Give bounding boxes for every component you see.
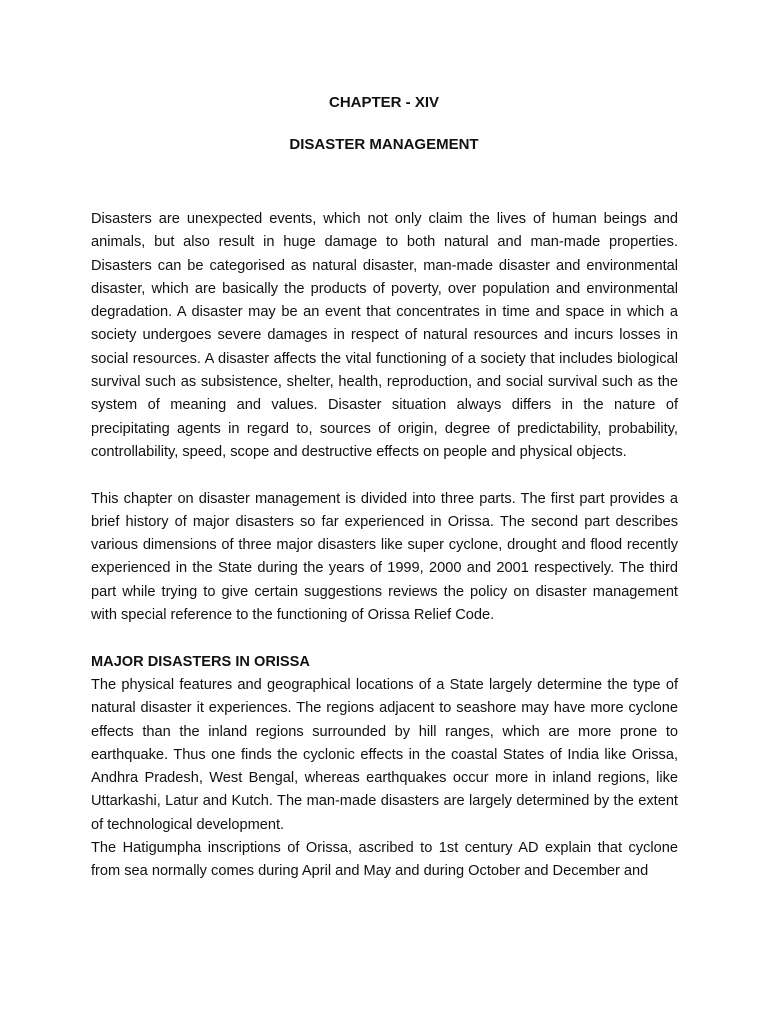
chapter-subtitle: DISASTER MANAGEMENT — [289, 136, 479, 153]
chapter-title: CHAPTER - XIV — [328, 94, 439, 111]
section-heading: MAJOR DISASTERS IN ORISSA — [91, 653, 310, 670]
section-paragraph-1: The physical features and geographical locations of a State largely determine the type of natural disaster it experiences. The regions adjacent to seashore may have more cyclone effects than the inland regions surrounded by hill ranges, which are more prone to earthquake. Thus one finds the cyclonic effects in the coastal States of India like Orissa, Andhra Pradesh, West Bengal, whereas earthquakes occur more in inland regions, like Uttarkashi, Latur and Kutch. The man-made disasters are largely determined by the extent of technological development. — [91, 676, 678, 833]
document-body — [91, 208, 678, 884]
intro-paragraph-1: Disasters are unexpected events, which not only claim the lives of human beings and animals, but also result in huge damage to both natural and man-made properties. Disasters can be categorised as natural disaster, man-made disaster and environmental disaster, which are basically the products of poverty, over population and environmental degradation. A disaster may be an event that concentrates in time and space in which a society undergoes severe damages in respect of natural resources and incurs losses in social resources. A disaster affects the vital functioning of a society that includes biological survival such as subsistence, shelter, health, reproduction, and social survival such as the system of meaning and values. Disaster situation always differs in the nature of precipitating agents in regard to, sources of origin, degree of predictability, probability, controllability, speed, scope and destructive effects on people and physical objects. — [91, 211, 678, 460]
paragraph-spacer — [91, 464, 678, 487]
intro-paragraph-2: This chapter on disaster management is divided into three parts. The first part provides a brief history of major disasters so far experienced in Orissa. The second part describes various dimensions of three major disasters like super cyclone, drought and flood recently experienced in the State during the years of 1999, 2000 and 2001 respectively. The third part while trying to give certain suggestions reviews the policy on disaster management with special reference to the functioning of Orissa Relief Code. — [91, 490, 678, 624]
section-paragraph-2: The Hatigumpha inscriptions of Orissa, ascribed to 1st century AD explain that cyclone from sea normally comes during April and May and during October and December and — [91, 840, 678, 880]
paragraph-spacer — [91, 627, 678, 650]
